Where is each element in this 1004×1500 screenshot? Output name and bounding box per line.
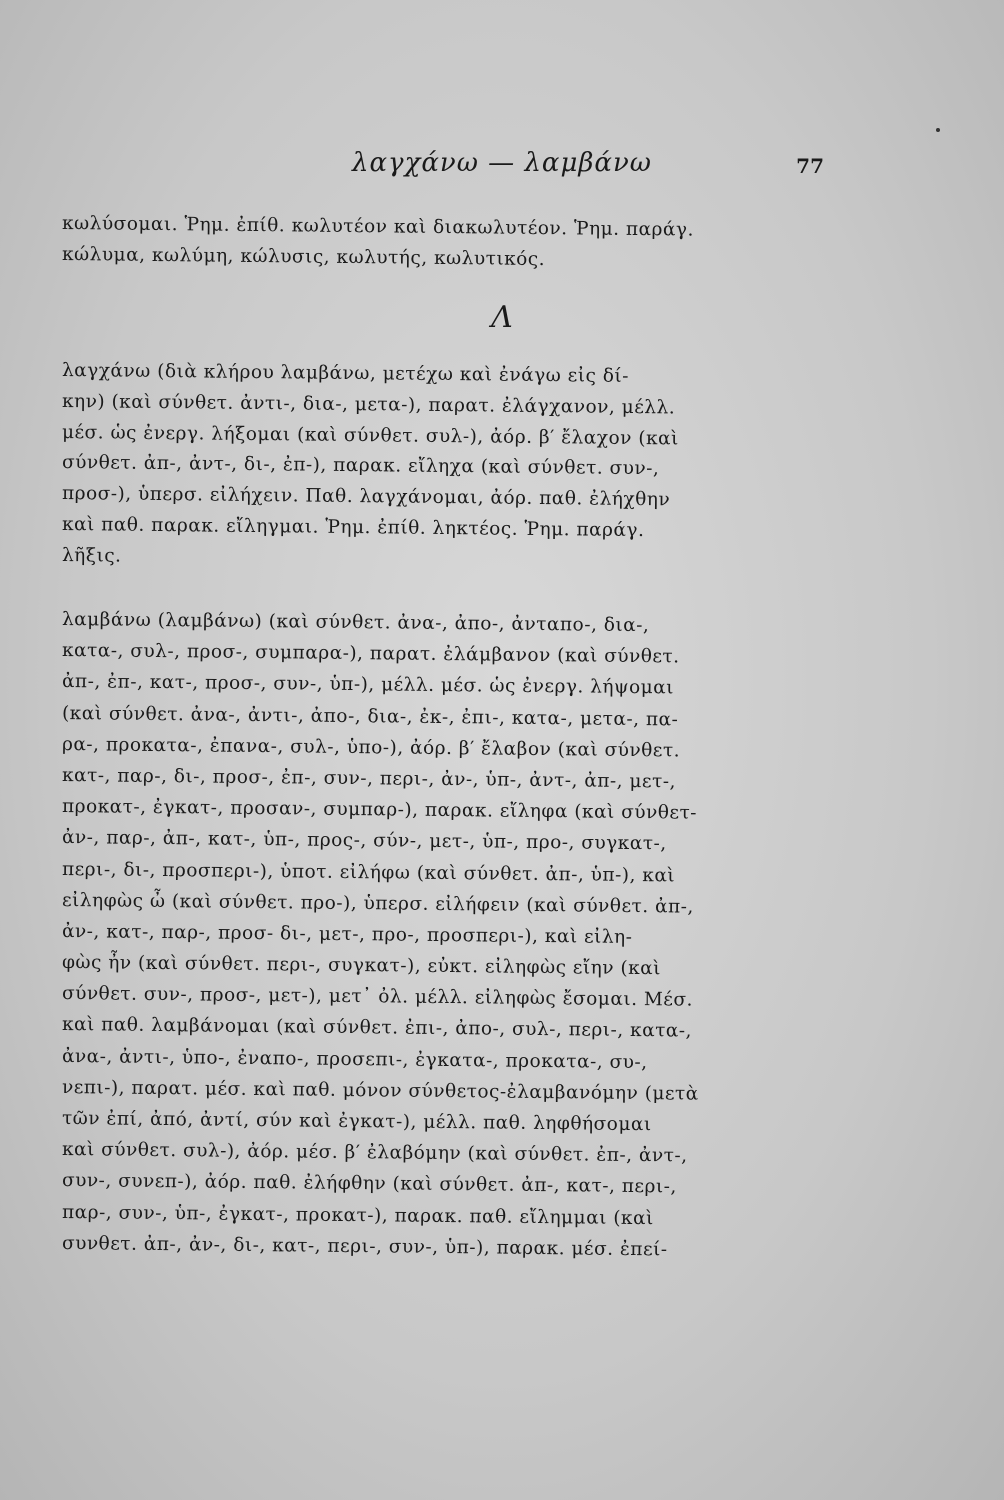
text-line: εἰληφὼς ὦ (καὶ σύνθετ. προ-), ὑπερσ. εἰλήφειν (καὶ σύνθετ. ἀπ-, [61, 889, 694, 918]
text-line: συν-, συνεπ-), ἀόρ. παθ. ἐλήφθην (καὶ σύνθετ. ἀπ-, κατ-, περι-, [61, 1170, 677, 1198]
text-line: κην) (καὶ σύνθετ. ἀντι-, δια-, μετα-), παρατ. ἐλάγχανον, μέλλ. [61, 390, 676, 419]
text-line: φὼς ἦν (καὶ σύνθετ. περι-, συγκατ-), εὐκτ. εἰληφὼς εἴην (καὶ [61, 952, 662, 980]
section-letter: Λ [491, 300, 513, 335]
text-line: ρα-, προκατα-, ἐπανα-, συλ-, ὑπο-), ἀόρ. β′ ἔλαβον (καὶ σύνθετ. [61, 733, 681, 762]
entry-lambano [62, 604, 828, 1259]
text-line: λῆξις. [61, 544, 122, 567]
text-line: παρ-, συν-, ὑπ-, ἐγκατ-, προκατ-), παρακ. παθ. εἴλημμαι (καὶ [61, 1201, 654, 1229]
text-line: (καὶ σύνθετ. ἀνα-, ἀντι-, ἀπο-, δια-, ἐκ-, ἐπι-, κατα-, μετα-, πα- [61, 702, 679, 731]
page-number: 77 [796, 154, 824, 178]
page-header [0, 148, 1004, 188]
text-line: κωλύσομαι. Ῥημ. ἐπίθ. κωλυτέον καὶ διακωλυτέον. Ῥημ. παράγ. [61, 213, 695, 241]
text-line: τῶν ἐπί, ἀπό, ἀντί, σύν καὶ ἐγκατ-), μέλλ. παθ. ληφθήσομαι [61, 1108, 652, 1136]
text-line: σύνθετ. συν-, προσ-, μετ-), μετ᾽ ὀλ. μέλλ. εἰληφὼς ἔσομαι. Μέσ. [61, 983, 694, 1011]
text-line: κατ-, παρ-, δι-, προσ-, ἐπ-, συν-, περι-, ἀν-, ὑπ-, ἀντ-, ἀπ-, μετ-, [61, 764, 677, 793]
ink-speck [936, 128, 940, 132]
text-line: μέσ. ὡς ἐνεργ. λήξομαι (καὶ σύνθετ. συλ-), ἀόρ. β′ ἔλαχον (καὶ [61, 421, 679, 450]
running-head: λαγχάνω — λαμβάνω [352, 148, 652, 178]
text-line: ἀπ-, ἐπ-, κατ-, προσ-, συν-, ὑπ-), μέλλ. μέσ. ὡς ἐνεργ. λήψομαι [61, 671, 675, 699]
text-line: λαγχάνω (διὰ κλήρου λαμβάνω, μετέχω καὶ ἐνάγω εἰς δί- [61, 360, 630, 387]
text-line: προσ-), ὑπερσ. εἰλήχειν. Παθ. λαγχάνομαι, ἀόρ. παθ. ἐλήχθην [61, 483, 671, 511]
text-line: ἀν-, παρ-, ἀπ-, κατ-, ὑπ-, προς-, σύν-, μετ-, ὑπ-, προ-, συγκατ-, [61, 827, 667, 855]
text-line: προκατ-, ἐγκατ-, προσαν-, συμπαρ-), παρακ. εἴληφα (καὶ σύνθετ- [61, 796, 698, 824]
entry-lanchano [62, 356, 828, 572]
text-line: λαμβάνω (λαμβάνω) (καὶ σύνθετ. ἀνα-, ἀπο-, ἀνταπο-, δια-, [61, 609, 650, 637]
text-line: περι-, δι-, προσπερι-), ὑποτ. εἰλήφω (καὶ σύνθετ. ἀπ-, ὑπ-), καὶ [61, 858, 676, 886]
text-line: ἀνα-, ἀντι-, ὑπο-, ἐναπο-, προσεπι-, ἐγκατα-, προκατα-, συ-, [61, 1045, 648, 1073]
text-line: ἀν-, κατ-, παρ-, προσ- δι-, μετ-, προ-, προσπερι-), καὶ εἰλη- [61, 920, 633, 948]
text-line: κατα-, συλ-, προσ-, συμπαρα-), παρατ. ἐλάμβανον (καὶ σύνθετ. [61, 640, 680, 668]
continuation-paragraph [62, 208, 828, 270]
text-line: καὶ σύνθετ. συλ-), ἀόρ. μέσ. β′ ἐλαβόμην (καὶ σύνθετ. ἐπ-, ἀντ-, [61, 1139, 688, 1167]
text-line: συνθετ. ἀπ-, ἀν-, δι-, κατ-, περι-, συν-, ὑπ-), παρακ. μέσ. ἐπεί- [61, 1232, 668, 1261]
text-line: καὶ παθ. παρακ. εἴληγμαι. Ῥημ. ἐπίθ. ληκτέος. Ῥημ. παράγ. [61, 513, 645, 542]
text-line: νεπι-), παρατ. μέσ. καὶ παθ. μόνον σύνθετος-ἐλαμβανόμην (μετὰ [61, 1076, 699, 1105]
text-line: κώλυμα, κωλύμη, κώλυσις, κωλυτής, κωλυτικός. [61, 244, 546, 271]
text-line: καὶ παθ. λαμβάνομαι (καὶ σύνθετ. ἐπι-, ἀπο-, συλ-, περι-, κατα-, [61, 1014, 693, 1043]
text-line: σύνθετ. ἀπ-, ἀντ-, δι-, ἐπ-), παρακ. εἴληχα (καὶ σύνθετ. συν-, [61, 452, 660, 480]
